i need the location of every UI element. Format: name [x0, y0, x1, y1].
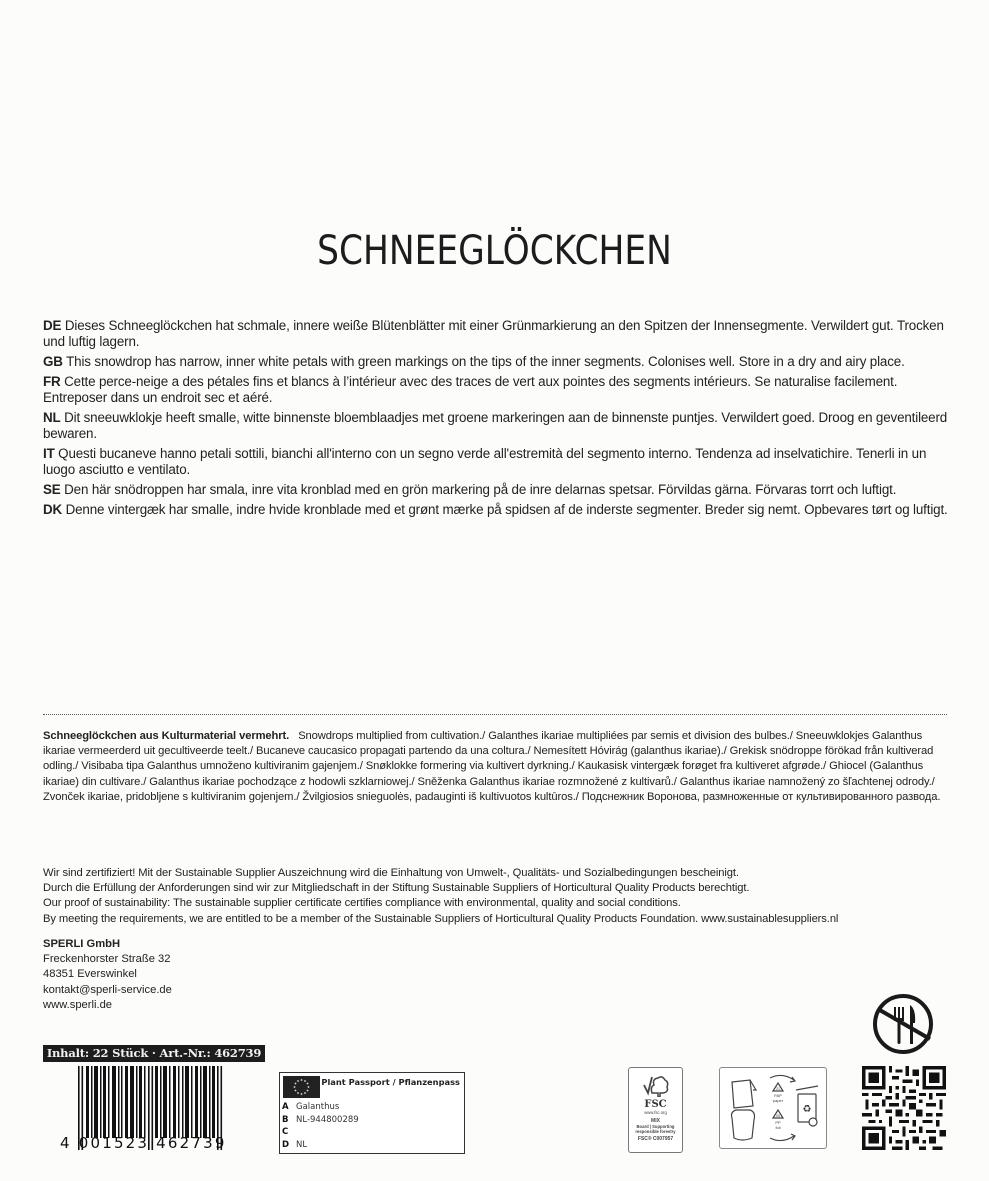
street: Freckenhorster Straße 32 — [43, 953, 171, 966]
sustainability-note — [43, 866, 948, 927]
paper-label: PAP — [774, 1093, 782, 1098]
description-de — [43, 318, 948, 350]
description-text: Questi bucaneve hanno petali sottili, bianchi all'interno con un segno verde all'estremità del segmento interno. Tendenza ad inselvatichire. Tenerli in un luogo asciutto e ventilato. — [43, 446, 927, 477]
passport-value: NL — [296, 1139, 308, 1150]
description-text: Dieses Schneeglöckchen hat schmale, innere weiße Blütenblätter mit einer Grünmarkierung an den Spitzen der Innensegmente. Verwildert gut. Trocken und luftig lagern. — [43, 318, 944, 349]
content-article-bar: Inhalt: 22 Stück · Art.-Nr.: 462739 — [43, 1045, 265, 1062]
passport-title: Plant Passport / Pflanzenpass — [321, 1077, 460, 1087]
propagation-heading: Schneeglöckchen aus Kulturmaterial vermehrt. — [43, 730, 290, 742]
passport-row-d — [282, 1139, 359, 1152]
passport-key: C — [282, 1127, 289, 1137]
lang-code: GB — [43, 354, 63, 369]
fsc-tree-icon — [642, 1073, 670, 1097]
lang-code: DK — [43, 502, 63, 517]
description-nl — [43, 410, 948, 442]
lang-code: FR — [43, 374, 61, 389]
paper-code: 21 — [776, 1087, 780, 1091]
passport-key: D — [282, 1139, 290, 1150]
qr-code[interactable] — [862, 1066, 946, 1150]
fsc-logo-text: FSC — [644, 1099, 667, 1110]
passport-value: Galanthus — [296, 1102, 340, 1112]
fsc-code: FSC® C007957 — [637, 1136, 674, 1142]
plant-passport — [279, 1072, 465, 1154]
description-gb — [43, 354, 948, 370]
paper-sub: paper — [772, 1098, 784, 1103]
description-text: Denne vintergæk har smalle, indre hvide kronblade med et grønt mærke på spidsen af de inderste segmenter. Breder sig nemt. Opbevares tørt og luftigt. — [62, 502, 948, 517]
description-text: Cette perce-neige a des pétales fins et blancs à l’intérieur avec des traces de vert aux pointes des segments intérieurs. Se naturalise facilement. Entreposer dans un endroit sec et aéré. — [43, 374, 898, 405]
passport-row-b — [282, 1114, 359, 1127]
company-name: SPERLI GmbH — [43, 938, 121, 950]
recycling-icon — [720, 1068, 826, 1148]
passport-value: NL-944800289 — [296, 1114, 359, 1125]
foil-label: PP — [775, 1120, 781, 1125]
lang-code: SE — [43, 482, 61, 497]
propagation-note — [43, 729, 948, 805]
sustainability-line: Wir sind zertifiziert! Mit der Sustainable Supplier Auszeichnung wird die Einhaltung von Umwelt-, Qualitäts- und Sozialbedingungen bescheinigt. — [43, 867, 739, 879]
fsc-label — [628, 1067, 683, 1153]
email-link[interactable]: kontakt@sperli-service.de — [43, 983, 172, 996]
not-edible-icon — [870, 991, 936, 1057]
foil-sub: foil — [775, 1125, 781, 1130]
lang-code: NL — [43, 410, 61, 425]
fsc-url: www.fsc.org — [644, 1110, 667, 1115]
description-dk — [43, 502, 948, 518]
fsc-mix: MIX — [651, 1118, 660, 1124]
passport-row-c — [282, 1126, 359, 1139]
propagation-text: Snowdrops multiplied from cultivation./ Galanthes ikariae multipliées par semis et division des bulbes./ Sneeuwklokjes Galanthus ikariae vermeerderd uit gecultiveerde teelt./ Bucaneve caucasico propagati partendo da una coltura./ Nemesített Hóvirág (galanthus ikariae)./ Grekisk snödroppe förökad från kultiverad odling./ Visibaba tipa Galanthus umnoženo kultiviranim gajenjem./ Snøklokke formering via kultivert dyrkning./ Kaukasisk vintergæk forøget fra kultiveret afgrøde./ Ghiocel (Galanthus ikariae) din cultivare./ Galanthus ikariae pochodzące z hodowli szklarniowej./ Sněženka Galanthus ikariae rozmnožené z kultivarů./ Galanthus ikariae namnožený zo šľachtenej odrody./ Zvonček ikariae, pridobljene s kultiviranim gojenjem./ Žvilgiosios snieguolės, padauginti iš kultivuotos kultūros./ Подснежник Воронова, размноженные от культивированного развода. — [43, 730, 941, 803]
sustainability-line: Our proof of sustainability: The sustainable supplier certificate certifies compliance with environmental, quality and social conditions. — [43, 897, 681, 910]
eu-flag-icon — [283, 1076, 320, 1098]
barcode-number: 4 001523 462739 — [60, 1134, 227, 1152]
description-text: Den här snödroppen har smala, inre vita kronblad med en grön markering på de inre delarnas spetsar. Förvildas gärna. Förvaras torrt och luftigt. — [60, 482, 897, 497]
fsc-desc1: Board | Supporting — [636, 1124, 675, 1129]
sustainability-line: By meeting the requirements, we are entitled to be a member of the Sustainable Suppliers of Horticultural Quality Products Foundation. www.sustainablesuppliers.nl — [43, 912, 839, 925]
passport-row-a — [282, 1101, 359, 1114]
description-text: Dit sneeuwklokje heeft smalle, witte binnenste bloemblaadjes met groene markeringen aan de binnenste puntjes. Verwildert goed. Droog en geventileerd bewaren. — [43, 410, 948, 441]
description-block — [43, 318, 948, 522]
description-se — [43, 482, 948, 498]
lang-code: DE — [43, 318, 62, 333]
dotted-divider — [43, 714, 947, 715]
passport-key: B — [282, 1114, 289, 1125]
sustainability-line: Durch die Erfüllung der Anforderungen sind wir zur Mitgliedschaft in der Stiftung Sustainable Suppliers of Horticultural Quality Products berechtigt. — [43, 882, 750, 895]
description-text: This snowdrop has narrow, inner white petals with green markings on the tips of the inner segments. Colonises well. Store in a dry and airy place. — [62, 354, 905, 369]
product-title: SCHNEEGLÖCKCHEN — [317, 228, 672, 274]
website-link[interactable]: www.sperli.de — [43, 998, 113, 1011]
lang-code: IT — [43, 446, 55, 461]
recycling-label — [719, 1067, 827, 1149]
svg-text:♻: ♻ — [802, 1104, 812, 1115]
passport-key: A — [282, 1102, 289, 1112]
description-it — [43, 446, 948, 478]
city: 48351 Everswinkel — [43, 968, 137, 981]
company-address — [43, 937, 172, 1013]
description-fr — [43, 374, 948, 406]
fsc-desc2: responsible forestry — [635, 1129, 676, 1134]
foil-code: 05 — [776, 1114, 780, 1118]
